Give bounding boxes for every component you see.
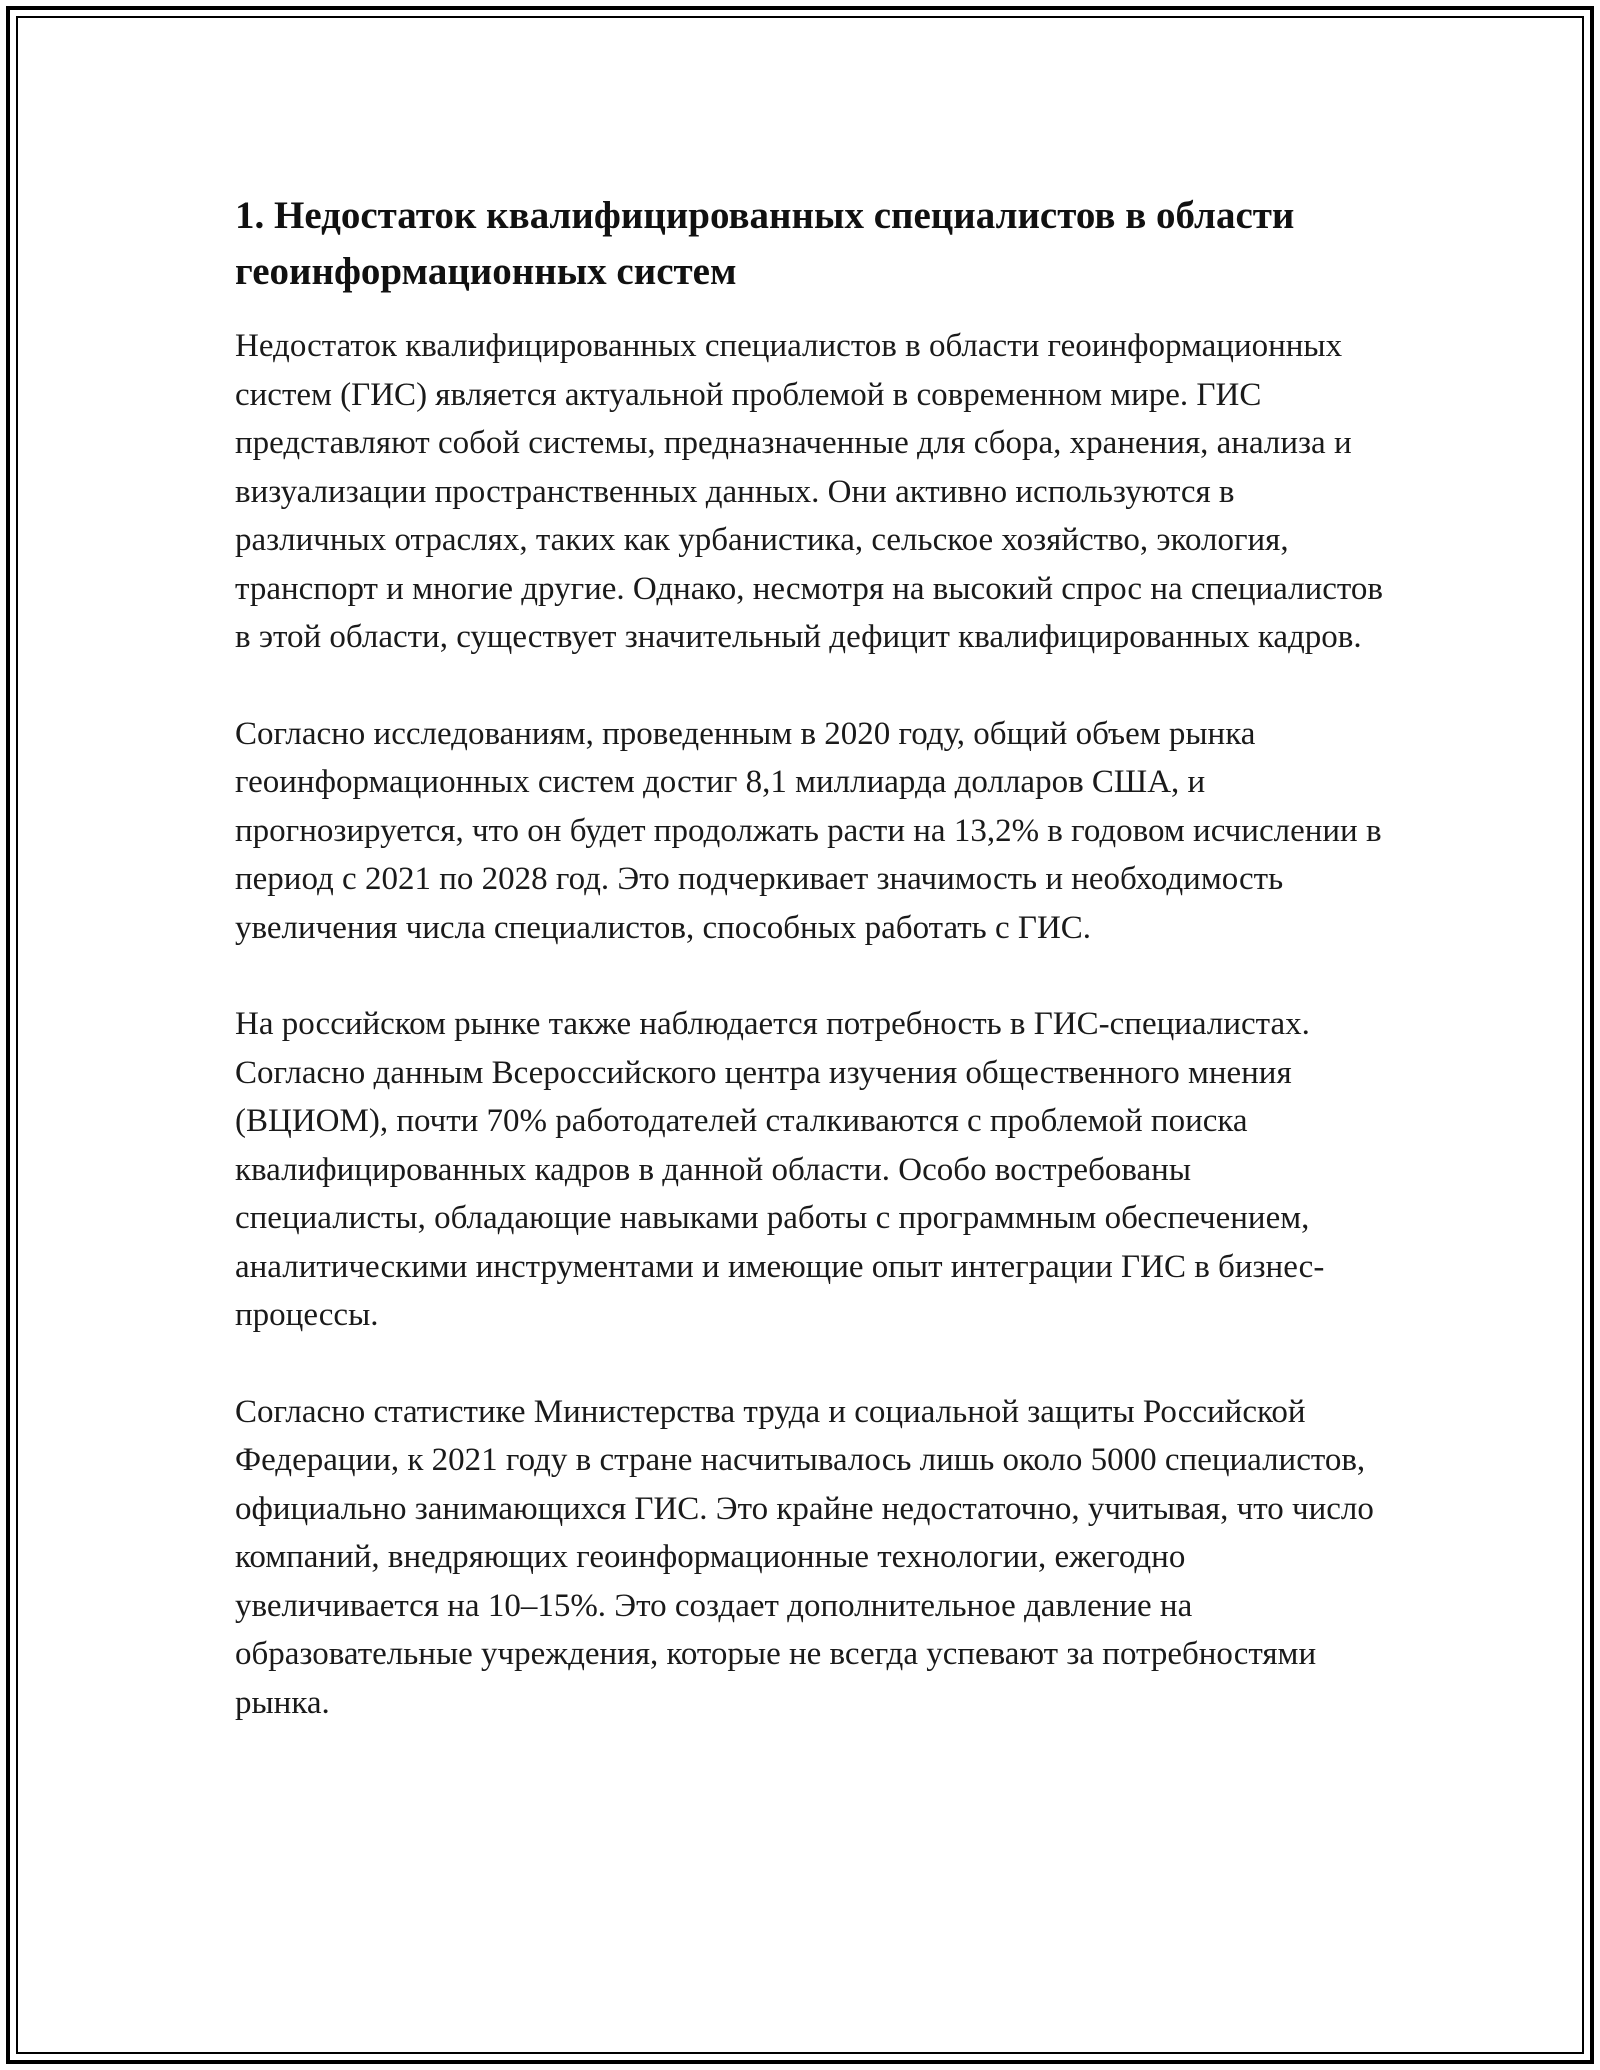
paragraph-3: На российском рынке также наблюдается потребность в ГИС-специалистах. Согласно данным Всероссийского центра изучения общественного мнения (ВЦИОМ), почти 70% работодателей сталкиваются с проблемой поиска квалифицированных кадров в данной области. Особо востребованы специалисты, обладающие навыками работы с программным обеспечением, аналитическими инструментами и имеющие опыт интеграции ГИС в бизнес-процессы.	[235, 1006, 1325, 1333]
paragraph-2: Согласно исследованиям, проведенным в 2020 году, общий объем рынка геоинформационных систем достиг 8,1 миллиарда долларов США, и прогнозируется, что он будет продолжать расти на 13,2% в годовом исчислении в период с 2021 по 2028 год. Это подчеркивает значимость и необходимость увеличения числа специалистов, способных работать с ГИС.	[235, 715, 1382, 946]
document-body	[235, 188, 1385, 1775]
paragraph-4: Согласно статистике Министерства труда и социальной защиты Российской Федерации, к 2021 году в стране насчитывалось лишь около 5000 специалистов, официально занимающихся ГИС. Это крайне недостаточно, учитывая, что число компаний, внедряющих геоинформационные технологии, ежегодно увеличивается на 10–15%. Это создает дополнительное давление на образовательные учреждения, которые не всегда успевают за потребностями рынка.	[235, 1393, 1374, 1721]
section-heading: 1. Недостаток квалифицированных специалистов в области геоинформационных систем	[235, 194, 1295, 293]
paragraph-1: Недостаток квалифицированных специалистов в области геоинформационных систем (ГИС) является актуальной проблемой в современном мире. ГИС представляют собой системы, предназначенные для сбора, хранения, анализа и визуализации пространственных данных. Они активно используются в различных отраслях, таких как урбанистика, сельское хозяйство, экология, транспорт и многие другие. Однако, несмотря на высокий спрос на специалистов в этой области, существует значительный дефицит квалифицированных кадров.	[235, 328, 1383, 655]
